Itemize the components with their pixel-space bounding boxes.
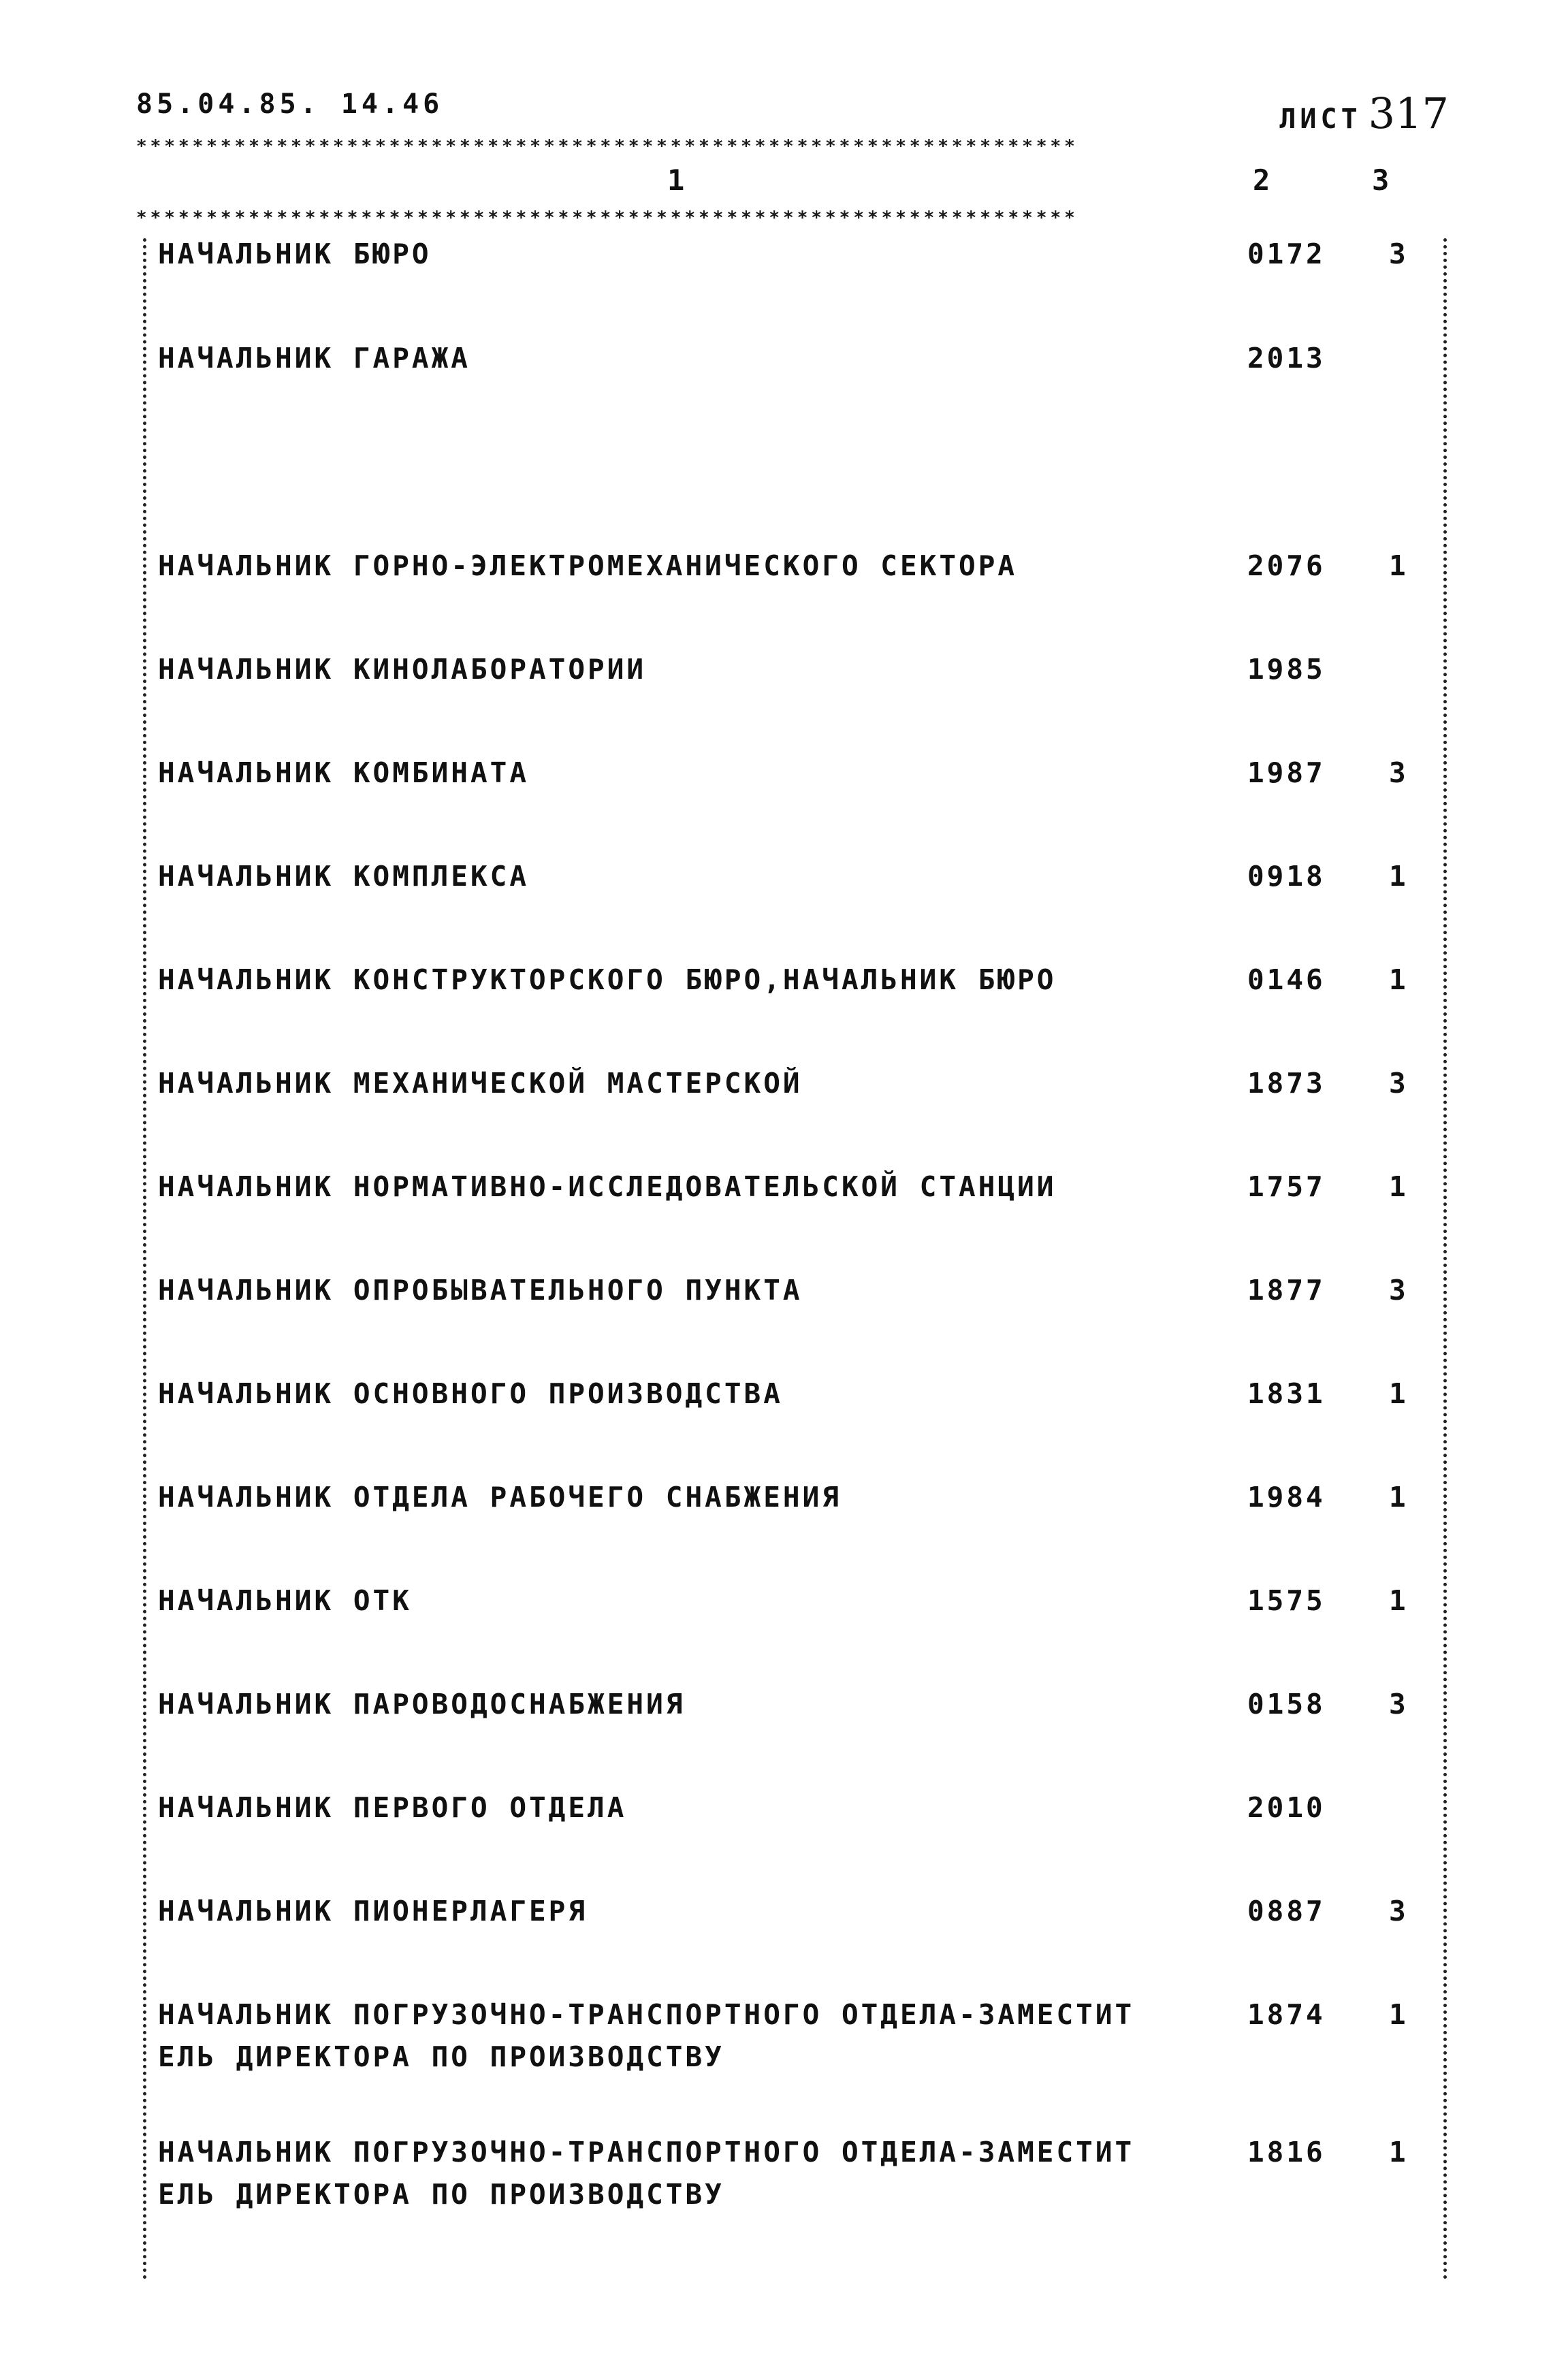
position-name: НАЧАЛЬНИК БЮРО: [158, 238, 432, 270]
position-name: НАЧАЛЬНИК ОПРОБЫВАТЕЛЬНОГО ПУНКТА: [158, 1274, 803, 1307]
position-name: НАЧАЛЬНИК НОРМАТИВНО-ИССЛЕДОВАТЕЛЬСКОЙ СТАНЦИИ: [158, 1170, 1057, 1203]
header-separator: *******************************************************************: [136, 208, 1078, 228]
position-category: 3: [1389, 1274, 1409, 1307]
position-category: 3: [1389, 756, 1409, 789]
position-code: 0918: [1247, 860, 1326, 893]
position-name: НАЧАЛЬНИК КОМПЛЕКСА: [158, 860, 529, 893]
column-header-category: 3: [1372, 163, 1390, 197]
top-separator: *******************************************************************: [136, 136, 1078, 157]
position-code: 1575: [1247, 1584, 1326, 1617]
position-name: НАЧАЛЬНИК ПОГРУЗОЧНО-ТРАНСПОРТНОГО ОТДЕЛА-ЗАМЕСТИТ ЕЛЬ ДИРЕКТОРА ПО ПРОИЗВОДСТВУ: [158, 2136, 1135, 2211]
position-name: НАЧАЛЬНИК ОТК: [158, 1584, 412, 1617]
position-category: 3: [1389, 238, 1409, 270]
sheet-label: ЛИСТ: [1279, 103, 1362, 135]
position-name: НАЧАЛЬНИК ПИОНЕРЛАГЕРЯ: [158, 1895, 588, 1927]
position-code: 1874: [1247, 1998, 1326, 2031]
position-code: 0172: [1247, 238, 1326, 270]
position-category: 1: [1389, 963, 1409, 996]
position-category: 1: [1389, 1584, 1409, 1617]
position-code: 1831: [1247, 1377, 1326, 1410]
position-code: 1877: [1247, 1274, 1326, 1307]
position-code: 2010: [1247, 1791, 1326, 1824]
position-code: 1757: [1247, 1170, 1326, 1203]
sheet-number-block: [1279, 89, 1449, 138]
table-right-border: [1443, 238, 1447, 2281]
position-code: 1985: [1247, 653, 1326, 686]
position-name: НАЧАЛЬНИК ПОГРУЗОЧНО-ТРАНСПОРТНОГО ОТДЕЛА-ЗАМЕСТИТ ЕЛЬ ДИРЕКТОРА ПО ПРОИЗВОДСТВУ: [158, 1998, 1135, 2073]
position-code: 0158: [1247, 1688, 1326, 1720]
position-name: НАЧАЛЬНИК ПАРОВОДОСНАБЖЕНИЯ: [158, 1688, 686, 1720]
position-category: 1: [1389, 1481, 1409, 1513]
position-category: 3: [1389, 1895, 1409, 1927]
position-name: НАЧАЛЬНИК ГОРНО-ЭЛЕКТРОМЕХАНИЧЕСКОГО СЕКТОРА: [158, 549, 1018, 582]
position-name: НАЧАЛЬНИК ОТДЕЛА РАБОЧЕГО СНАБЖЕНИЯ: [158, 1481, 842, 1513]
position-name: НАЧАЛЬНИК ГАРАЖА: [158, 342, 470, 374]
position-code: 0887: [1247, 1895, 1326, 1927]
position-name: НАЧАЛЬНИК КОМБИНАТА: [158, 756, 529, 789]
position-code: 1987: [1247, 756, 1326, 789]
sheet-number: 317: [1368, 89, 1449, 138]
position-code: 2013: [1247, 342, 1326, 374]
table-left-border: [143, 238, 146, 2281]
position-name: НАЧАЛЬНИК ПЕРВОГО ОТДЕЛА: [158, 1791, 627, 1824]
column-header-code: 2: [1253, 163, 1270, 197]
position-category: 3: [1389, 1688, 1409, 1720]
position-name: НАЧАЛЬНИК ОСНОВНОГО ПРОИЗВОДСТВА: [158, 1377, 783, 1410]
position-category: 1: [1389, 860, 1409, 893]
position-category: 1: [1389, 549, 1409, 582]
position-code: 1873: [1247, 1067, 1326, 1100]
column-header-row: [136, 163, 1457, 204]
position-category: 1: [1389, 1998, 1409, 2031]
position-code: 0146: [1247, 963, 1326, 996]
print-timestamp: 85.04.85. 14.46: [136, 89, 444, 120]
position-code: 2076: [1247, 549, 1326, 582]
position-name: НАЧАЛЬНИК МЕХАНИЧЕСКОЙ МАСТЕРСКОЙ: [158, 1067, 803, 1100]
column-header-name: 1: [667, 163, 685, 197]
position-code: 1816: [1247, 2136, 1326, 2168]
position-code: 1984: [1247, 1481, 1326, 1513]
position-category: 1: [1389, 1170, 1409, 1203]
position-category: 1: [1389, 2136, 1409, 2168]
position-name: НАЧАЛЬНИК КОНСТРУКТОРСКОГО БЮРО,НАЧАЛЬНИК БЮРО: [158, 963, 1057, 996]
position-name: НАЧАЛЬНИК КИНОЛАБОРАТОРИИ: [158, 653, 647, 686]
position-category: 1: [1389, 1377, 1409, 1410]
position-category: 3: [1389, 1067, 1409, 1100]
